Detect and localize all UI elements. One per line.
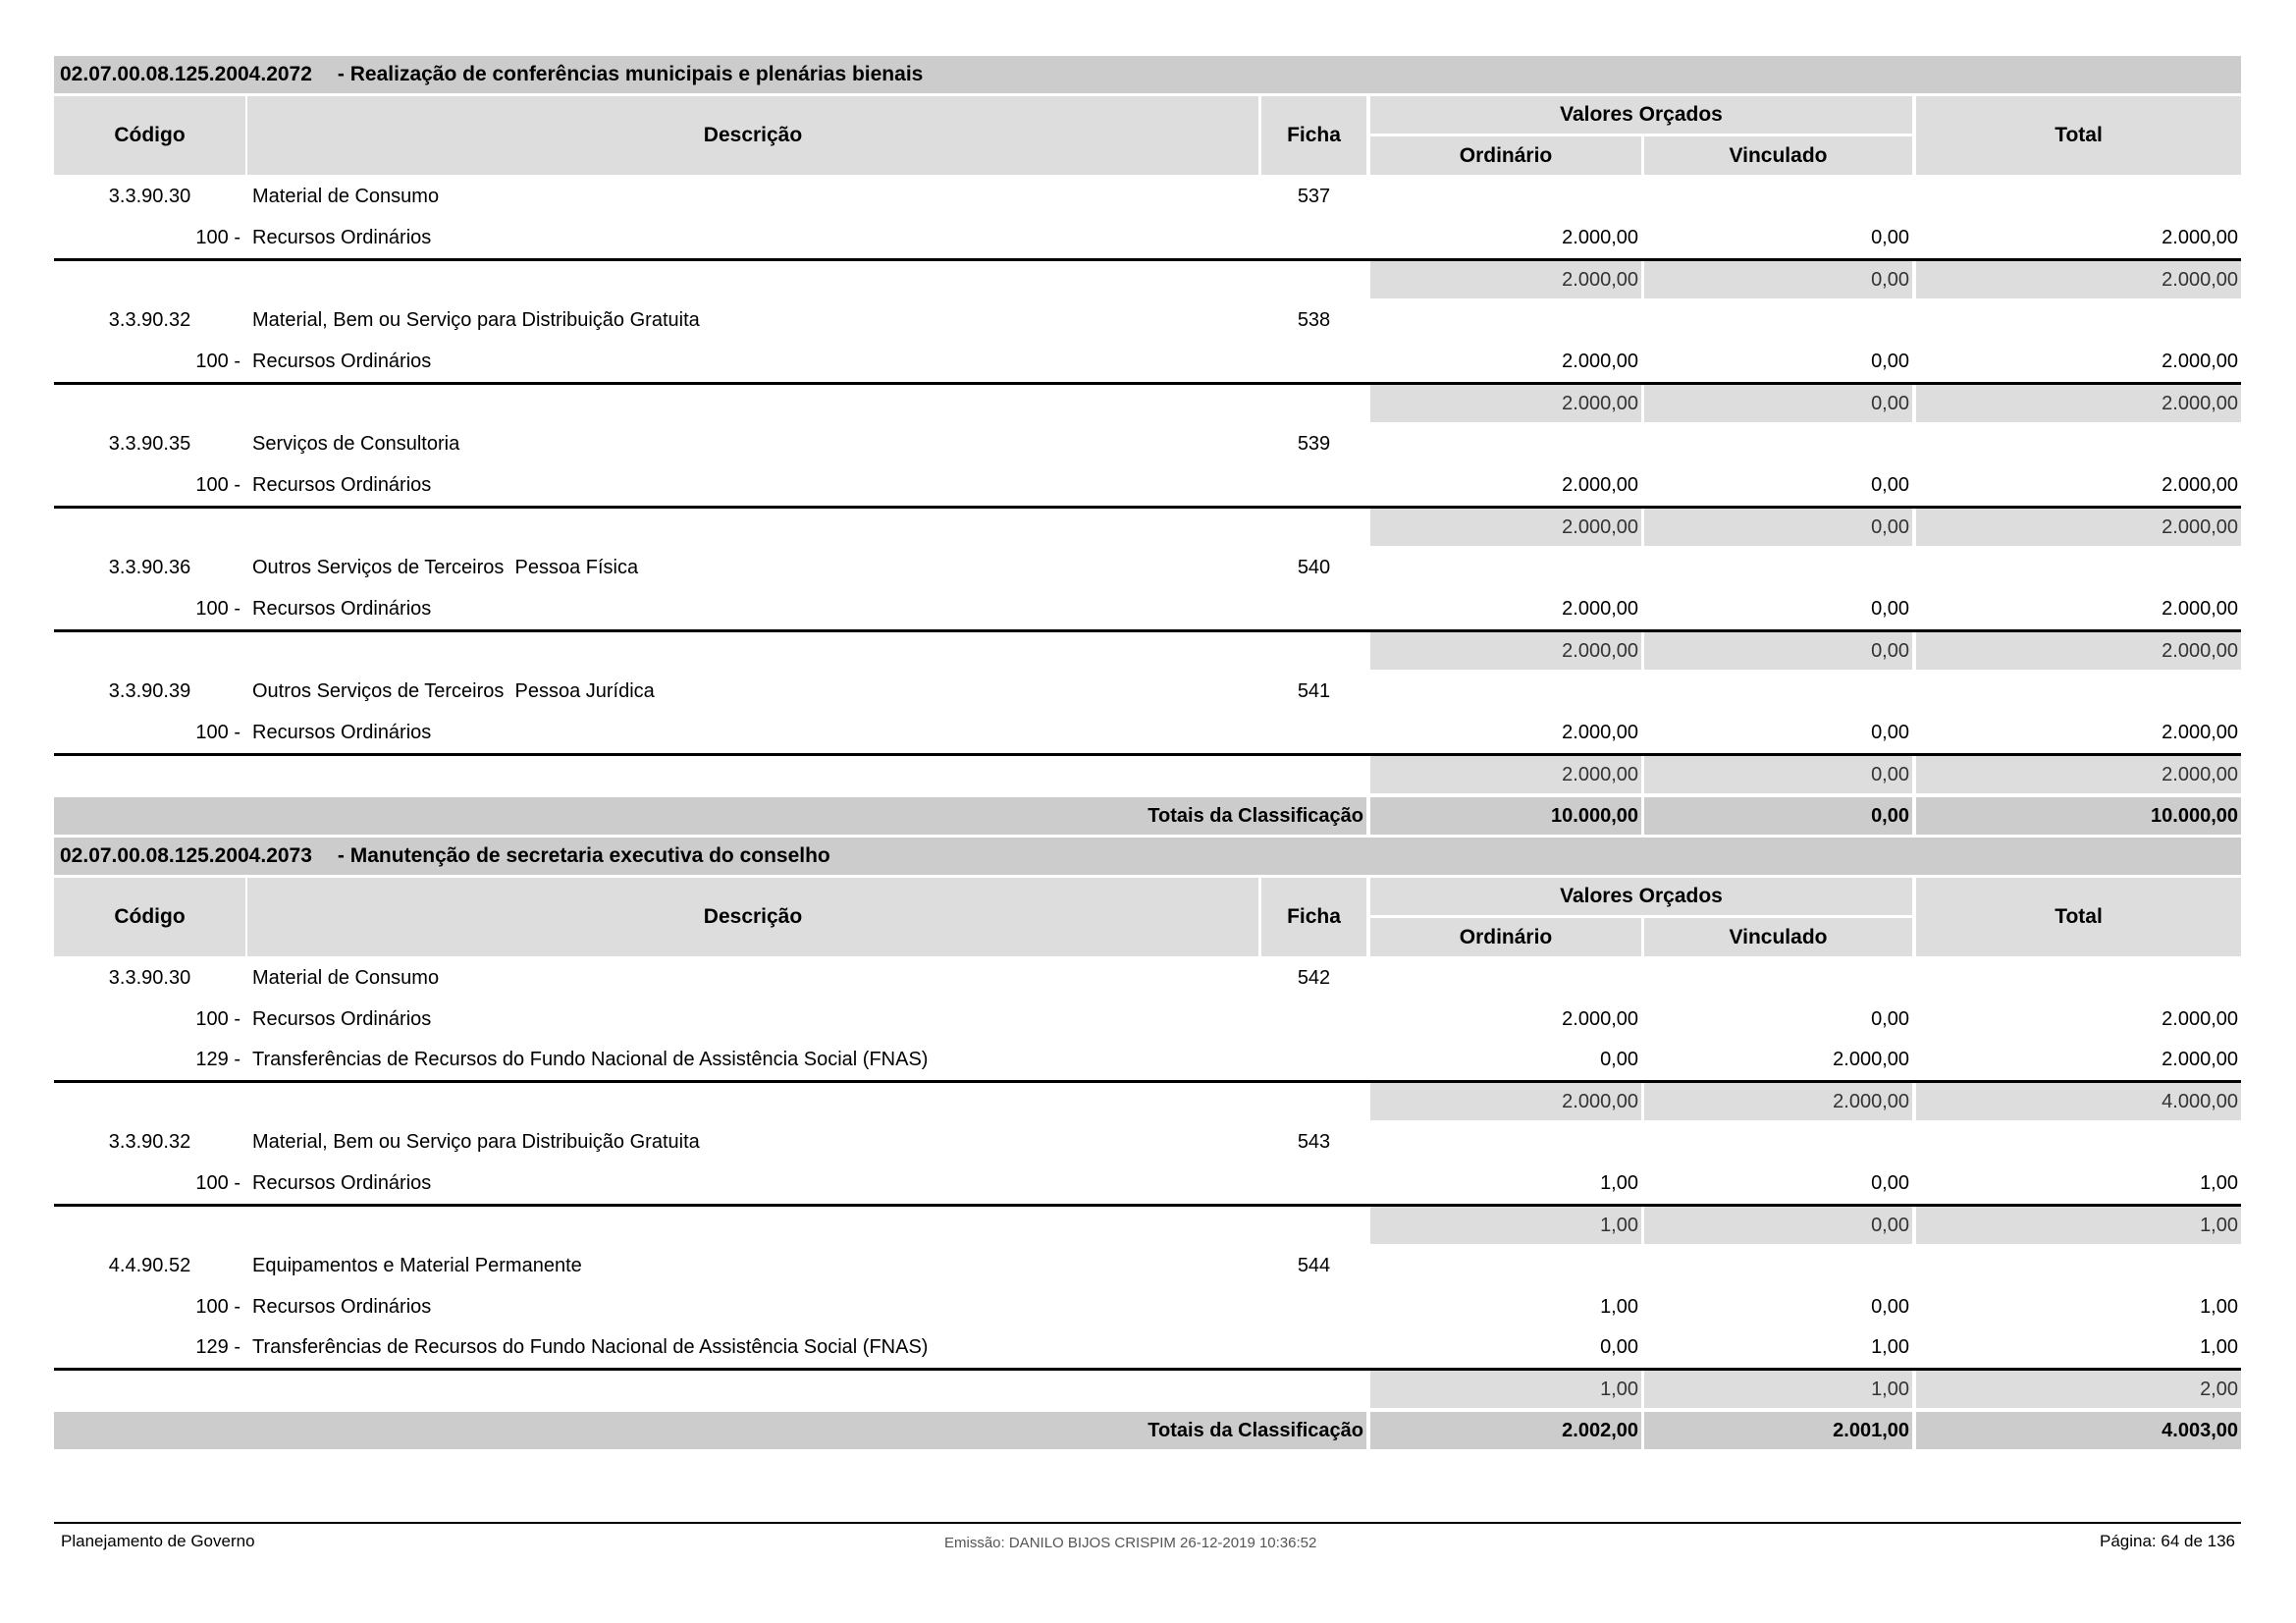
item-ficha: 540 [1297,556,1331,578]
column-header-description: Descrição [247,96,1258,175]
section-title: - Manutenção de secretaria executiva do conselho [337,844,830,867]
value-ordinario: 0,00 [1600,1336,1638,1358]
source-code: 129 - [195,1336,240,1358]
subtotal-ordinario: 2.000,00 [1370,756,1641,793]
column-header-ordinario: Ordinário [1370,918,1641,956]
subtotal-row [54,1083,2241,1120]
subtotal-total: 2.000,00 [1916,261,2241,298]
source-name: Recursos Ordinários [252,227,432,248]
subtotal-ordinario: 2.000,00 [1370,385,1641,422]
column-header-vinculado: Vinculado [1644,918,1912,956]
column-header-ficha: Ficha [1261,96,1366,175]
item-code: 4.4.90.52 [108,1254,191,1276]
source-code: 100 - [195,598,240,620]
source-code: 100 - [195,227,240,248]
subtotal-total: 2,00 [1916,1371,2241,1408]
section-title-bar [54,838,2241,875]
item-ficha: 544 [1297,1254,1331,1276]
source-row [54,218,2241,258]
item-ficha: 537 [1297,185,1331,207]
value-total: 1,00 [2200,1336,2238,1358]
value-ordinario: 2.000,00 [1562,722,1638,743]
subtotal-vinculado: 0,00 [1644,632,1912,670]
footer-emission: Emissão: DANILO BIJOS CRISPIM 26-12-2019 10:36:52 [944,1535,1317,1551]
value-vinculado: 2.000,00 [1833,1049,1909,1070]
table-header [54,878,2241,956]
source-name: Recursos Ordinários [252,1172,432,1194]
value-ordinario: 2.000,00 [1562,474,1638,496]
column-header-description: Descrição [247,878,1258,956]
value-total: 2.000,00 [2162,227,2238,248]
item-description: Equipamentos e Material Permanente [252,1254,582,1276]
source-name: Transferências de Recursos do Fundo Nacional de Assistência Social (FNAS) [252,1049,929,1070]
item-code: 3.3.90.30 [108,966,191,989]
budget-item-group [54,956,2241,1120]
value-vinculado: 0,00 [1871,227,1909,248]
totals-label: Totais da Classificação [54,797,1366,835]
subtotal-row [54,1371,2241,1408]
source-row [54,1287,2241,1327]
subtotal-row [54,261,2241,298]
source-code: 100 - [195,1296,240,1318]
column-header-vinculado: Vinculado [1644,136,1912,175]
item-ficha: 539 [1297,432,1331,455]
subtotal-total: 2.000,00 [1916,385,2241,422]
classification-totals-row [54,797,2241,835]
totals-total: 10.000,00 [1916,797,2241,835]
source-code: 100 - [195,351,240,372]
item-ficha: 542 [1297,966,1331,989]
section-title: - Realização de conferências municipais e plenárias bienais [337,63,924,85]
value-total: 2.000,00 [2162,598,2238,620]
value-ordinario: 2.000,00 [1562,351,1638,372]
item-ficha: 538 [1297,308,1331,331]
value-ordinario: 2.000,00 [1562,1008,1638,1030]
source-name: Recursos Ordinários [252,598,432,620]
section-title-bar [54,56,2241,93]
budget-item-group [54,422,2241,546]
value-vinculado: 0,00 [1871,1008,1909,1030]
classification-totals-row [54,1412,2241,1449]
subtotal-ordinario: 2.000,00 [1370,1083,1641,1120]
item-description: Serviços de Consultoria [252,432,460,455]
source-row [54,589,2241,629]
item-code: 3.3.90.39 [108,679,191,702]
budget-item-group [54,670,2241,793]
subtotal-total: 2.000,00 [1916,632,2241,670]
source-name: Recursos Ordinários [252,351,432,372]
budget-item-group [54,1244,2241,1408]
column-header-code: Código [54,96,245,175]
subtotal-vinculado: 0,00 [1644,756,1912,793]
value-total: 1,00 [2200,1172,2238,1194]
source-name: Recursos Ordinários [252,474,432,496]
totals-vinculado: 2.001,00 [1644,1412,1912,1449]
subtotal-total: 2.000,00 [1916,509,2241,546]
item-description: Material de Consumo [252,185,440,207]
budget-item-row [54,175,2241,218]
subtotal-row [54,1207,2241,1244]
source-row [54,1000,2241,1040]
subtotal-ordinario: 2.000,00 [1370,632,1641,670]
budget-item-group [54,546,2241,670]
value-vinculado: 1,00 [1871,1336,1909,1358]
source-row [54,1163,2241,1204]
footer-page-number: Página: 64 de 136 [2099,1532,2235,1550]
value-ordinario: 1,00 [1600,1296,1638,1318]
budget-item-group [54,298,2241,422]
section-code: 02.07.00.08.125.2004.2072 [60,63,312,85]
value-vinculado: 0,00 [1871,598,1909,620]
value-vinculado: 0,00 [1871,474,1909,496]
column-header-code: Código [54,878,245,956]
value-total: 2.000,00 [2162,1049,2238,1070]
value-ordinario: 2.000,00 [1562,598,1638,620]
source-row [54,342,2241,382]
item-description: Outros Serviços de Terceiros Pessoa Jurídica [252,679,655,702]
value-vinculado: 0,00 [1871,351,1909,372]
source-row [54,1040,2241,1080]
footer-divider [54,1522,2241,1524]
item-code: 3.3.90.32 [108,1130,191,1153]
column-header-ordinario: Ordinário [1370,136,1641,175]
source-code: 129 - [195,1049,240,1070]
section-code: 02.07.00.08.125.2004.2073 [60,844,312,867]
subtotal-vinculado: 0,00 [1644,385,1912,422]
subtotal-ordinario: 1,00 [1370,1207,1641,1244]
source-code: 100 - [195,722,240,743]
budget-item-row [54,422,2241,465]
value-total: 2.000,00 [2162,351,2238,372]
source-name: Recursos Ordinários [252,722,432,743]
budget-item-row [54,670,2241,713]
value-vinculado: 0,00 [1871,1296,1909,1318]
subtotal-vinculado: 0,00 [1644,1207,1912,1244]
item-code: 3.3.90.35 [108,432,191,455]
subtotal-row [54,632,2241,670]
item-code: 3.3.90.30 [108,185,191,207]
item-code: 3.3.90.32 [108,308,191,331]
source-name: Recursos Ordinários [252,1296,432,1318]
subtotal-vinculado: 1,00 [1644,1371,1912,1408]
subtotal-vinculado: 0,00 [1644,509,1912,546]
subtotal-ordinario: 1,00 [1370,1371,1641,1408]
item-ficha: 541 [1297,679,1331,702]
value-total: 1,00 [2200,1296,2238,1318]
totals-total: 4.003,00 [1916,1412,2241,1449]
source-code: 100 - [195,474,240,496]
source-name: Transferências de Recursos do Fundo Nacional de Assistência Social (FNAS) [252,1336,929,1358]
subtotal-row [54,509,2241,546]
budget-item-group [54,1120,2241,1244]
item-description: Material, Bem ou Serviço para Distribuição Gratuita [252,1130,700,1153]
value-ordinario: 0,00 [1600,1049,1638,1070]
subtotal-row [54,756,2241,793]
source-name: Recursos Ordinários [252,1008,432,1030]
budget-item-row [54,1244,2241,1287]
budget-item-row [54,546,2241,589]
budget-item-row [54,298,2241,342]
value-ordinario: 1,00 [1600,1172,1638,1194]
value-vinculado: 0,00 [1871,1172,1909,1194]
budget-item-row [54,956,2241,1000]
totals-ordinario: 2.002,00 [1370,1412,1641,1449]
value-total: 2.000,00 [2162,1008,2238,1030]
source-row [54,713,2241,753]
budget-item-group [54,175,2241,298]
value-total: 2.000,00 [2162,722,2238,743]
subtotal-vinculado: 2.000,00 [1644,1083,1912,1120]
totals-label: Totais da Classificação [54,1412,1366,1449]
item-description: Material, Bem ou Serviço para Distribuição Gratuita [252,308,700,331]
report-page [54,56,2241,1449]
table-header [54,96,2241,175]
source-code: 100 - [195,1008,240,1030]
value-vinculado: 0,00 [1871,722,1909,743]
item-description: Material de Consumo [252,966,440,989]
footer-department: Planejamento de Governo [61,1532,255,1550]
subtotal-ordinario: 2.000,00 [1370,261,1641,298]
value-ordinario: 2.000,00 [1562,227,1638,248]
column-header-ficha: Ficha [1261,878,1366,956]
source-row [54,1327,2241,1368]
column-header-total: Total [1916,96,2241,175]
subtotal-total: 4.000,00 [1916,1083,2241,1120]
column-header-valores: Valores Orçados [1370,96,1912,134]
subtotal-total: 2.000,00 [1916,756,2241,793]
value-total: 2.000,00 [2162,474,2238,496]
subtotal-total: 1,00 [1916,1207,2241,1244]
subtotal-row [54,385,2241,422]
subtotal-vinculado: 0,00 [1644,261,1912,298]
column-header-total: Total [1916,878,2241,956]
source-row [54,465,2241,506]
page-footer [54,1532,2241,1559]
totals-ordinario: 10.000,00 [1370,797,1641,835]
source-code: 100 - [195,1172,240,1194]
budget-item-row [54,1120,2241,1163]
item-code: 3.3.90.36 [108,556,191,578]
item-ficha: 543 [1297,1130,1331,1153]
totals-vinculado: 0,00 [1644,797,1912,835]
column-header-valores: Valores Orçados [1370,878,1912,915]
subtotal-ordinario: 2.000,00 [1370,509,1641,546]
item-description: Outros Serviços de Terceiros Pessoa Física [252,556,639,578]
